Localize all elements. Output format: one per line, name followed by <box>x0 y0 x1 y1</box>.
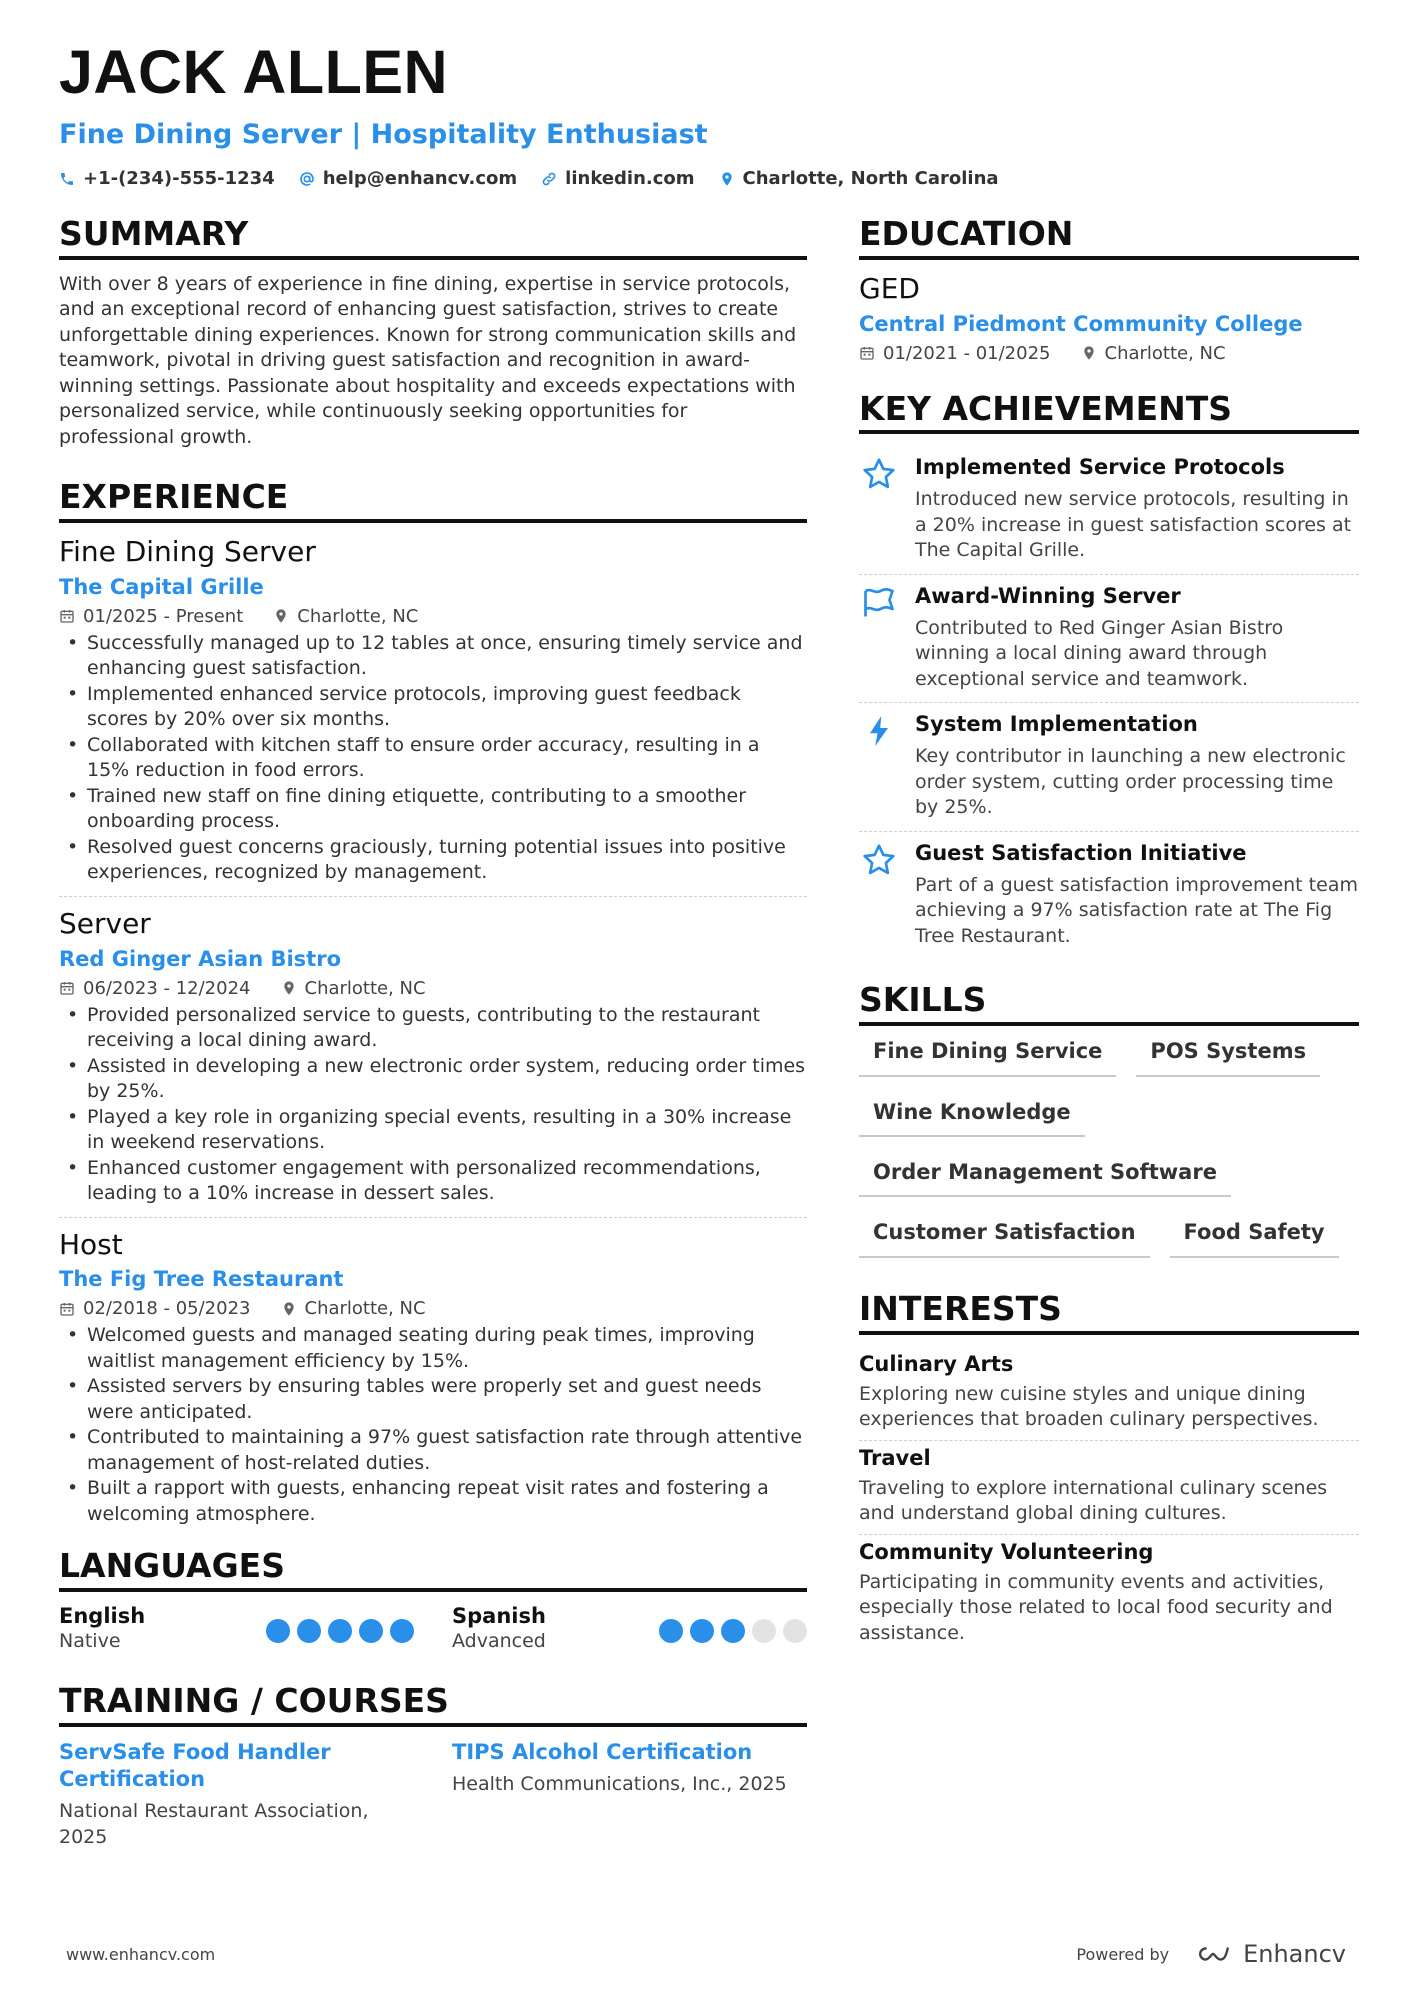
enhancv-logo-icon <box>1191 1943 1235 1965</box>
job-dates <box>59 1298 251 1319</box>
flag-icon <box>861 585 897 621</box>
courses-list <box>59 1739 807 1850</box>
achievements-heading: KEY ACHIEVEMENTS <box>859 390 1359 435</box>
job-bullet: • Implemented enhanced service protocols, improving guest feedback scores by 20% over six months. <box>59 682 807 733</box>
interest-name: Culinary Arts <box>859 1351 1014 1376</box>
education-degree: GED <box>859 271 920 305</box>
job-dates-text: 01/2025 - Present <box>83 605 244 627</box>
job-location-text: Charlotte, NC <box>297 605 419 627</box>
achievement-icon-wrap <box>859 583 899 693</box>
summary-text: With over 8 years of experience in fine dining, expertise in service protocols, and an exceptional record of enhancing guest satisfaction, strives to create unforgettable dining experiences. Known for strong communication skills and teamwork, pivotal in driving guest satisfaction and recognition in award-winning settings. Passionate about hospitality and exceeds expectations with personalized service, while continuously seeking opportunities for professional growth. <box>59 272 797 448</box>
skill-tag: POS Systems <box>1136 1038 1320 1076</box>
achievement-item <box>859 703 1359 832</box>
location-pin-icon <box>273 608 289 624</box>
education-location <box>1081 343 1226 364</box>
summary-section <box>59 215 807 450</box>
calendar-icon <box>59 980 75 996</box>
job-location <box>273 606 418 627</box>
calendar-icon <box>59 1301 75 1317</box>
job-meta <box>59 606 807 627</box>
job-dates <box>59 606 243 627</box>
languages-list <box>59 1604 807 1652</box>
calendar-icon <box>859 345 875 361</box>
company-name: The Capital Grille <box>59 574 264 599</box>
location-pin-icon <box>1081 345 1097 361</box>
achievement-title: System Implementation <box>915 712 1198 737</box>
languages-section <box>59 1547 807 1652</box>
interest-item <box>859 1441 1359 1535</box>
job-bullet: • Provided personalized service to guests, contributing to the restaurant receiving a local dining award. <box>59 1003 807 1054</box>
interest-desc: Exploring new cuisine styles and unique dining experiences that broaden culinary perspectives. <box>859 1382 1319 1431</box>
powered-by <box>1076 1940 1346 1968</box>
achievement-item <box>859 575 1359 704</box>
interest-name: Community Volunteering <box>859 1539 1154 1564</box>
job-bullet: • Resolved guest concerns graciously, turning potential issues into positive experiences, recognized by management. <box>59 835 807 886</box>
skill-tag: Food Safety <box>1170 1219 1339 1257</box>
job-bullet: • Assisted servers by ensuring tables were properly set and guest needs were anticipated. <box>59 1374 807 1425</box>
link-icon <box>541 171 557 187</box>
job-location <box>281 978 426 999</box>
calendar-icon <box>59 608 75 624</box>
page-footer <box>66 1940 1346 1968</box>
job-title: Host <box>59 1227 123 1261</box>
course-name: TIPS Alcohol Certification <box>452 1740 753 1765</box>
achievement-desc: Key contributor in launching a new electronic order system, cutting order processing time by 25%. <box>915 745 1346 819</box>
contact-phone[interactable] <box>59 168 275 189</box>
interests-section <box>859 1290 1359 1653</box>
achievements-section <box>859 390 1359 960</box>
education-meta <box>859 343 1359 364</box>
phone-icon <box>59 171 75 187</box>
experience-entry <box>59 535 807 897</box>
proficiency-dot-filled <box>690 1619 714 1643</box>
skills-list <box>859 1038 1359 1257</box>
language-level: Native <box>59 1630 121 1653</box>
achievement-icon-wrap <box>859 840 899 950</box>
interests-heading: INTERESTS <box>859 1290 1359 1335</box>
achievement-desc: Part of a guest satisfaction improvement team achieving a 97% satisfaction rate at The Fig Tree Restaurant. <box>915 873 1358 947</box>
proficiency-dot-filled <box>328 1619 352 1643</box>
at-icon <box>299 171 315 187</box>
job-title: Server <box>59 906 151 940</box>
proficiency-dot-filled <box>359 1619 383 1643</box>
training-section <box>59 1682 807 1850</box>
education-school: Central Piedmont Community College <box>859 311 1303 336</box>
job-dates-text: 06/2023 - 12/2024 <box>83 977 251 999</box>
location-pin-icon <box>281 1301 297 1317</box>
contact-location <box>719 168 999 189</box>
contact-email-text: help@enhancv.com <box>322 168 518 189</box>
languages-heading: LANGUAGES <box>59 1547 807 1592</box>
job-dates-text: 02/2018 - 05/2023 <box>83 1298 251 1320</box>
job-title: Fine Dining Server <box>59 535 316 569</box>
job-bullets <box>59 631 807 886</box>
language-level: Advanced <box>452 1630 546 1653</box>
job-bullet: • Welcomed guests and managed seating during peak times, improving waitlist management efficiency by 15%. <box>59 1323 807 1374</box>
left-column <box>59 215 807 1850</box>
contact-linkedin[interactable] <box>541 168 694 189</box>
skills-section <box>859 981 1359 1257</box>
education-section <box>859 215 1359 364</box>
language-item <box>452 1604 807 1652</box>
proficiency-dot-filled <box>721 1619 745 1643</box>
proficiency-dot-filled <box>297 1619 321 1643</box>
proficiency-dot-empty <box>783 1619 807 1643</box>
achievement-title: Guest Satisfaction Initiative <box>915 840 1247 865</box>
course-item <box>452 1739 807 1850</box>
education-dates-text: 01/2021 - 01/2025 <box>883 342 1051 364</box>
skills-heading: SKILLS <box>859 981 1359 1026</box>
footer-website[interactable]: www.enhancv.com <box>66 1944 216 1964</box>
course-item <box>59 1739 414 1850</box>
skill-tag: Customer Satisfaction <box>859 1219 1150 1257</box>
star-icon <box>861 456 897 492</box>
achievement-icon-wrap <box>859 711 899 821</box>
experience-entry <box>59 907 807 1218</box>
education-location-text: Charlotte, NC <box>1104 342 1226 364</box>
powered-by-label: Powered by <box>1076 1944 1170 1964</box>
language-item <box>59 1604 414 1652</box>
education-heading: EDUCATION <box>859 215 1359 260</box>
resume-header <box>59 38 1359 189</box>
job-bullet: • Contributed to maintaining a 97% guest satisfaction rate through attentive management of host-related duties. <box>59 1425 807 1476</box>
achievement-desc: Introduced new service protocols, resulting in a 20% increase in guest satisfaction scores at The Capital Grille. <box>915 488 1352 562</box>
job-bullet: • Successfully managed up to 12 tables at once, ensuring timely service and enhancing guest satisfaction. <box>59 631 807 682</box>
job-bullet: • Enhanced customer engagement with personalized recommendations, leading to a 10% increase in dessert sales. <box>59 1156 807 1207</box>
job-meta <box>59 1298 807 1319</box>
interest-name: Travel <box>859 1445 931 1470</box>
candidate-title: Fine Dining Server | Hospitality Enthusiast <box>59 119 708 150</box>
proficiency-dot-filled <box>266 1619 290 1643</box>
job-location-text: Charlotte, NC <box>304 977 426 999</box>
education-dates <box>859 343 1051 364</box>
proficiency-dot-filled <box>390 1619 414 1643</box>
achievement-item <box>859 832 1359 960</box>
achievement-title: Award-Winning Server <box>915 583 1181 608</box>
language-name: English <box>59 1604 146 1629</box>
skill-tag: Wine Knowledge <box>859 1099 1085 1137</box>
contact-email[interactable] <box>299 168 517 189</box>
job-bullet: • Built a rapport with guests, enhancing repeat visit rates and fostering a welcoming atmosphere. <box>59 1476 807 1527</box>
job-meta <box>59 978 807 999</box>
experience-heading: EXPERIENCE <box>59 478 807 523</box>
candidate-name: JACK ALLEN <box>59 38 449 106</box>
interest-desc: Traveling to explore international culinary scenes and understand global dining cultures. <box>859 1476 1328 1525</box>
job-location-text: Charlotte, NC <box>304 1298 426 1320</box>
interest-desc: Participating in community events and activities, especially those related to local food security and assistance. <box>859 1570 1333 1644</box>
job-bullets <box>59 1323 807 1527</box>
language-proficiency <box>266 1619 414 1643</box>
job-location <box>281 1298 426 1319</box>
contact-location-text: Charlotte, North Carolina <box>742 168 999 189</box>
summary-heading: SUMMARY <box>59 215 807 260</box>
language-name: Spanish <box>452 1604 546 1629</box>
location-pin-icon <box>719 171 735 187</box>
course-org: Health Communications, Inc., 2025 <box>452 1773 787 1796</box>
job-bullets <box>59 1003 807 1207</box>
experience-entry <box>59 1228 807 1538</box>
course-name: ServSafe Food Handler Certification <box>59 1740 331 1792</box>
achievement-title: Implemented Service Protocols <box>915 455 1285 480</box>
achievement-item <box>859 446 1359 575</box>
contact-phone-text: +1-(234)-555-1234 <box>83 168 275 189</box>
star-icon <box>861 842 897 878</box>
brand-name: Enhancv <box>1243 1940 1346 1968</box>
contact-bar <box>59 168 1359 189</box>
interest-item <box>859 1535 1359 1654</box>
job-bullet: • Played a key role in organizing special events, resulting in a 30% increase in weekend reservations. <box>59 1105 807 1156</box>
location-pin-icon <box>281 980 297 996</box>
course-org: National Restaurant Association, 2025 <box>59 1800 369 1848</box>
training-heading: TRAINING / COURSES <box>59 1682 807 1727</box>
company-name: The Fig Tree Restaurant <box>59 1267 344 1292</box>
experience-section <box>59 478 807 1537</box>
right-column <box>859 215 1359 1653</box>
job-dates <box>59 978 251 999</box>
achievement-desc: Contributed to Red Ginger Asian Bistro winning a local dining award through exceptional service and teamwork. <box>915 616 1284 690</box>
interest-item <box>859 1347 1359 1441</box>
lightning-icon <box>861 713 897 749</box>
job-bullet: • Collaborated with kitchen staff to ensure order accuracy, resulting in a 15% reduction in food errors. <box>59 733 807 784</box>
job-bullet: • Assisted in developing a new electronic order system, reducing order times by 25%. <box>59 1054 807 1105</box>
skill-tag: Order Management Software <box>859 1159 1231 1197</box>
job-bullet: • Trained new staff on fine dining etiquette, contributing to a smoother onboarding process. <box>59 784 807 835</box>
proficiency-dot-filled <box>659 1619 683 1643</box>
achievement-icon-wrap <box>859 454 899 564</box>
company-name: Red Ginger Asian Bistro <box>59 946 341 971</box>
brand-logo[interactable] <box>1191 1940 1346 1968</box>
contact-linkedin-text: linkedin.com <box>565 168 695 189</box>
language-proficiency <box>659 1619 807 1643</box>
proficiency-dot-empty <box>752 1619 776 1643</box>
skill-tag: Fine Dining Service <box>859 1038 1116 1076</box>
